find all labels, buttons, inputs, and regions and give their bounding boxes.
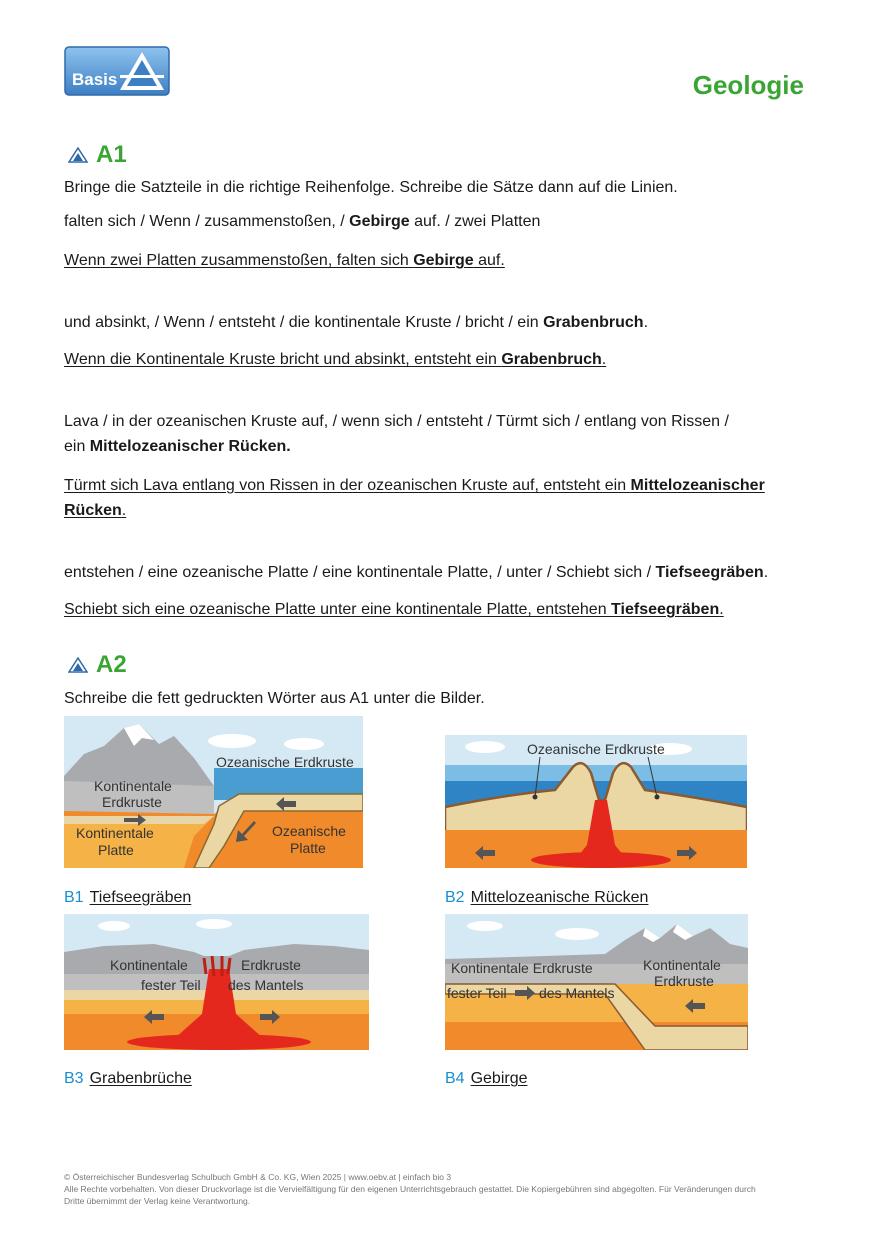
caption-b2: B2 Mittelozeanische Rücken: [445, 889, 649, 906]
a1-s3-parts-line1: Lava / in der ozeanischen Kruste auf, / wenn sich / entsteht / Türmt sich / entlang von Rissen /: [64, 413, 729, 430]
a1-s2-parts: und absinkt, / Wenn / entsteht / die kontinentale Kruste / bricht / ein Grabenbruch.: [64, 314, 649, 331]
b4-label-kont-erdkruste: Kontinentale Erdkruste: [451, 960, 593, 976]
task-a1-heading: [68, 141, 127, 169]
b4-label-mantel: des Mantels: [539, 985, 615, 1001]
task-a2-label: A2: [96, 651, 127, 678]
b2-label-ozean-kruste: Ozeanische Erdkruste: [527, 741, 665, 757]
b1-label-kplatte-1: Kontinentale: [76, 825, 154, 841]
figure-b1-subduction: [64, 716, 363, 873]
b1-label-ozean-kruste: Ozeanische Erdkruste: [216, 754, 354, 770]
b3-label-erdkruste: Erdkruste: [241, 957, 301, 973]
b4-label-fester-teil: fester Teil: [447, 985, 507, 1001]
b3-label-mantel: des Mantels: [228, 977, 304, 993]
footer: [64, 1171, 756, 1207]
a1-s1-parts: falten sich / Wenn / zusammenstoßen, / Gebirge auf. / zwei Platten: [64, 213, 541, 230]
task-a1-label: A1: [96, 141, 127, 168]
b1-label-kplatte-2: Platte: [98, 842, 134, 858]
b1-label-oplatte-1: Ozeanische: [272, 823, 346, 839]
figure-b3-rift: [64, 914, 369, 1055]
basis-level-icon: [68, 147, 88, 163]
a1-instruction: Bringe die Satzteile in die richtige Reihenfolge. Schreibe die Sätze dann auf die Linien.: [64, 179, 678, 196]
a1-s3-answer-line2: Rücken.: [64, 502, 127, 519]
b1-label-oplatte-2: Platte: [290, 840, 326, 856]
caption-b4: B4 Gebirge: [445, 1070, 528, 1087]
b3-label-fester-teil: fester Teil: [141, 977, 201, 993]
basis-level-icon: [68, 657, 88, 673]
figure-b2-ridge: [445, 735, 747, 873]
a1-s3-parts-line2: ein Mittelozeanischer Rücken.: [64, 438, 291, 455]
footer-line2: Alle Rechte vorbehalten. Von dieser Druckvorlage ist die Vervielfältigung für den eigenen Unterrichtsgebrauch gestattet. Die Kopiergebühren sind abgegolten. Für Veränderungen durch: [64, 1184, 756, 1194]
caption-b3: B3 Grabenbrüche: [64, 1070, 192, 1087]
b1-label-kont-1: Kontinentale: [94, 778, 172, 794]
figure-b4-mountains: [445, 914, 748, 1055]
b4-label-erdkruste: Erdkruste: [654, 973, 714, 989]
footer-line3: Dritte übernimmt der Verlag keine Verantwortung.: [64, 1196, 251, 1206]
b4-label-kont: Kontinentale: [643, 957, 721, 973]
task-a2-heading: [68, 651, 127, 679]
caption-b1: B1 Tiefseegräben: [64, 889, 192, 906]
logo-text: Basis: [72, 70, 118, 89]
footer-line1: © Österreichischer Bundesverlag Schulbuch GmbH & Co. KG, Wien 2025 | www.oebv.at | einfach bio 3: [64, 1172, 452, 1182]
b1-label-kont-2: Erdkruste: [102, 794, 162, 810]
a1-s2-answer: Wenn die Kontinentale Kruste bricht und absinkt, entsteht ein Grabenbruch.: [64, 351, 607, 368]
a1-s4-answer: Schiebt sich eine ozeanische Platte unter eine kontinentale Platte, entstehen Tiefseegräben.: [64, 601, 724, 618]
b3-label-kont: Kontinentale: [110, 957, 188, 973]
a1-s4-parts: entstehen / eine ozeanische Platte / eine kontinentale Platte, / unter / Schiebt sich / Tiefseegräben.: [64, 564, 769, 581]
a1-s3-answer-line1: Türmt sich Lava entlang von Rissen in der ozeanischen Kruste auf, entsteht ein Mittelozeanischer: [64, 477, 765, 494]
page-title: Geologie: [692, 70, 804, 100]
basis-logo: [64, 46, 170, 96]
a2-instruction: Schreibe die fett gedruckten Wörter aus A1 unter die Bilder.: [64, 690, 485, 707]
a1-s1-answer: Wenn zwei Platten zusammenstoßen, falten sich Gebirge auf.: [64, 252, 505, 269]
